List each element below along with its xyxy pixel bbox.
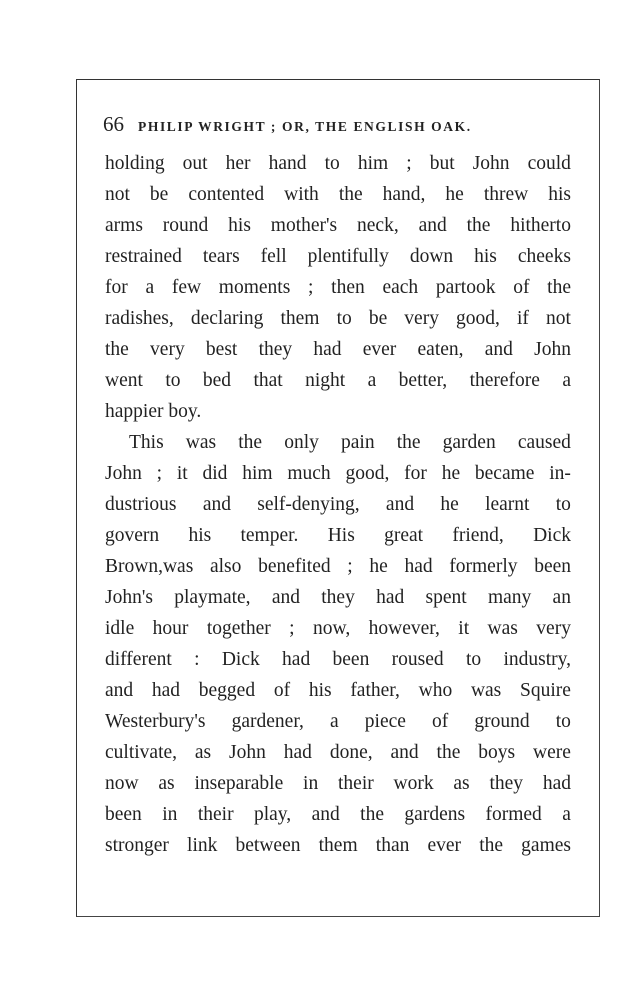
text-line: been in their play, and the gardens formed a: [105, 804, 571, 825]
text-line: radishes, declaring them to be very good, if not: [105, 308, 571, 329]
text-line: and had begged of his father, who was Squire: [105, 680, 571, 701]
text-line: John's playmate, and they had spent many an: [105, 587, 571, 608]
text-line: happier boy.: [105, 401, 202, 422]
text-line: not be contented with the hand, he threw his: [105, 184, 571, 205]
text-line: cultivate, as John had done, and the boys were: [105, 742, 571, 763]
paragraph: [105, 427, 571, 861]
text-line: John ; it did him much good, for he became in-: [105, 463, 571, 484]
page-header: [103, 112, 583, 137]
paragraph: [105, 148, 571, 427]
text-line: arms round his mother's neck, and the hitherto: [105, 215, 571, 236]
text-line: different : Dick had been roused to industry,: [105, 649, 571, 670]
text-line: idle hour together ; now, however, it was very: [105, 618, 571, 639]
text-line: Brown,was also benefited ; he had formerly been: [105, 556, 571, 577]
text-line: dustrious and self-denying, and he learnt to: [105, 494, 571, 515]
text-line: the very best they had ever eaten, and John: [105, 339, 571, 360]
text-line: for a few moments ; then each partook of the: [105, 277, 571, 298]
text-line: govern his temper. His great friend, Dick: [105, 525, 571, 546]
page-number: 66: [103, 112, 124, 136]
text-line: stronger link between them than ever the games: [105, 835, 571, 856]
running-head: PHILIP WRIGHT ; OR, THE ENGLISH OAK.: [138, 119, 472, 134]
text-line: now as inseparable in their work as they had: [105, 773, 571, 794]
text-line: restrained tears fell plentifully down his cheeks: [105, 246, 571, 267]
text-line: Westerbury's gardener, a piece of ground to: [105, 711, 571, 732]
text-line: This was the only pain the garden caused: [129, 432, 571, 453]
text-line: holding out her hand to him ; but John could: [105, 153, 571, 174]
body-text: [105, 148, 571, 861]
text-line: went to bed that night a better, therefore a: [105, 370, 571, 391]
